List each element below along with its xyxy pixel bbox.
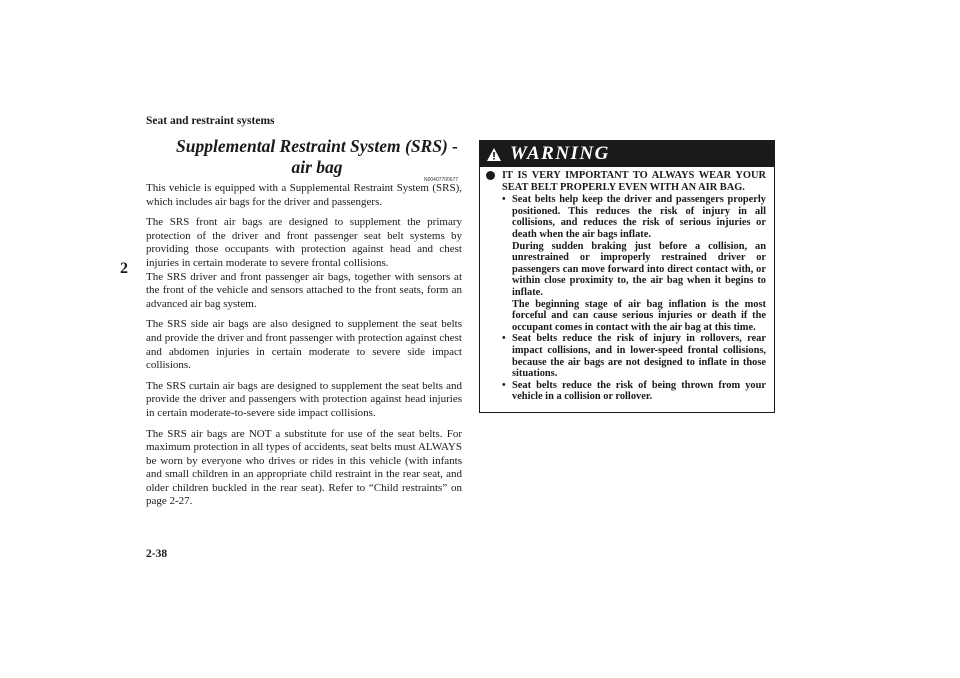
paragraph: The SRS side air bags are also designed to supplement the seat belts and provide the driver and front passenger with protection against chest and abdomen injuries in certain moderate to severe side impact collisions. — [146, 318, 462, 372]
bullet-text: Seat belts reduce the risk of injury in rollovers, rear impact collisions, and in lower-speed frontal collisions, because the air bags are not designed to inflate in those situations. — [512, 333, 766, 380]
bullet-text: Seat belts help keep the driver and passengers properly positioned. This reduces the risk of injury in all collisions, and reduces the risk of serious injuries or death when the air bags inflate. — [512, 194, 766, 240]
section-code: N00407700677 — [424, 177, 459, 183]
bullet-text: Seat belts reduce the risk of being thrown from your vehicle in a collision or rollover. — [512, 379, 766, 403]
paragraph: The SRS front air bags are designed to supplement the primary protection of the driver and front passenger seat belt systems by providing those occupants with protection against head and chest injuries in certain moderate to severe frontal collisions. — [146, 216, 462, 269]
bullet-mark: • — [502, 379, 506, 391]
paragraph: This vehicle is equipped with a Supplemental Restraint System (SRS), which includes air bags for the driver and passengers. — [146, 182, 462, 208]
bullet-mark: • — [502, 333, 506, 345]
warning-bullet-list — [502, 194, 766, 403]
paragraph: The SRS air bags are NOT a substitute for use of the seat belts. For maximum protection in all types of accidents, seat belts must ALWAYS be worn by everyone who drives or rides in this vehicle (with infants and small children in an appropriate child restraint in the rear seat, and older children buckled in the rear seat). Refer to “Child restraints” on page 2-27. — [146, 427, 462, 508]
warning-bullet — [502, 333, 766, 379]
section-title: Supplemental Restraint System (SRS) - air bag — [176, 136, 458, 177]
chapter-number: 2 — [120, 260, 128, 277]
warning-box — [479, 140, 775, 413]
warning-main-item — [486, 170, 766, 403]
bullet-mark: • — [502, 194, 506, 206]
warning-body — [480, 167, 774, 403]
warning-triangle-icon — [486, 147, 502, 162]
warning-bullet — [502, 194, 766, 333]
warning-title: WARNING — [510, 143, 610, 164]
body-column — [146, 182, 462, 516]
paragraph: The SRS curtain air bags are designed to supplement the seat belts and provide the driver and passengers with protection against head injuries in certain moderate-to-severe side impact collisions. — [146, 379, 462, 419]
bullet-dot-icon — [486, 171, 495, 180]
warning-main-text: IT IS VERY IMPORTANT TO ALWAYS WEAR YOUR SEAT BELT PROPERLY EVEN WITH AN AIR BAG. — [502, 170, 766, 193]
warning-bullet — [502, 380, 766, 403]
page-number: 2-38 — [146, 548, 168, 560]
running-header: Seat and restraint systems — [146, 115, 275, 127]
bullet-text: During sudden braking just before a collision, an unrestrained or improperly restrained driver or passengers can move forward into direct contact with, or within close proximity to, the air bag when it begins to inflate. — [512, 240, 766, 298]
warning-header — [480, 141, 774, 167]
bullet-text: The beginning stage of air bag inflation is the most forceful and can cause serious injuries or death if the occupant comes in contact with the air bag at this time. — [512, 298, 766, 333]
paragraph: The SRS driver and front passenger air bags, together with sensors at the front of the vehicle and sensors attached to the front seats, form an advanced air bag system. — [146, 270, 462, 310]
